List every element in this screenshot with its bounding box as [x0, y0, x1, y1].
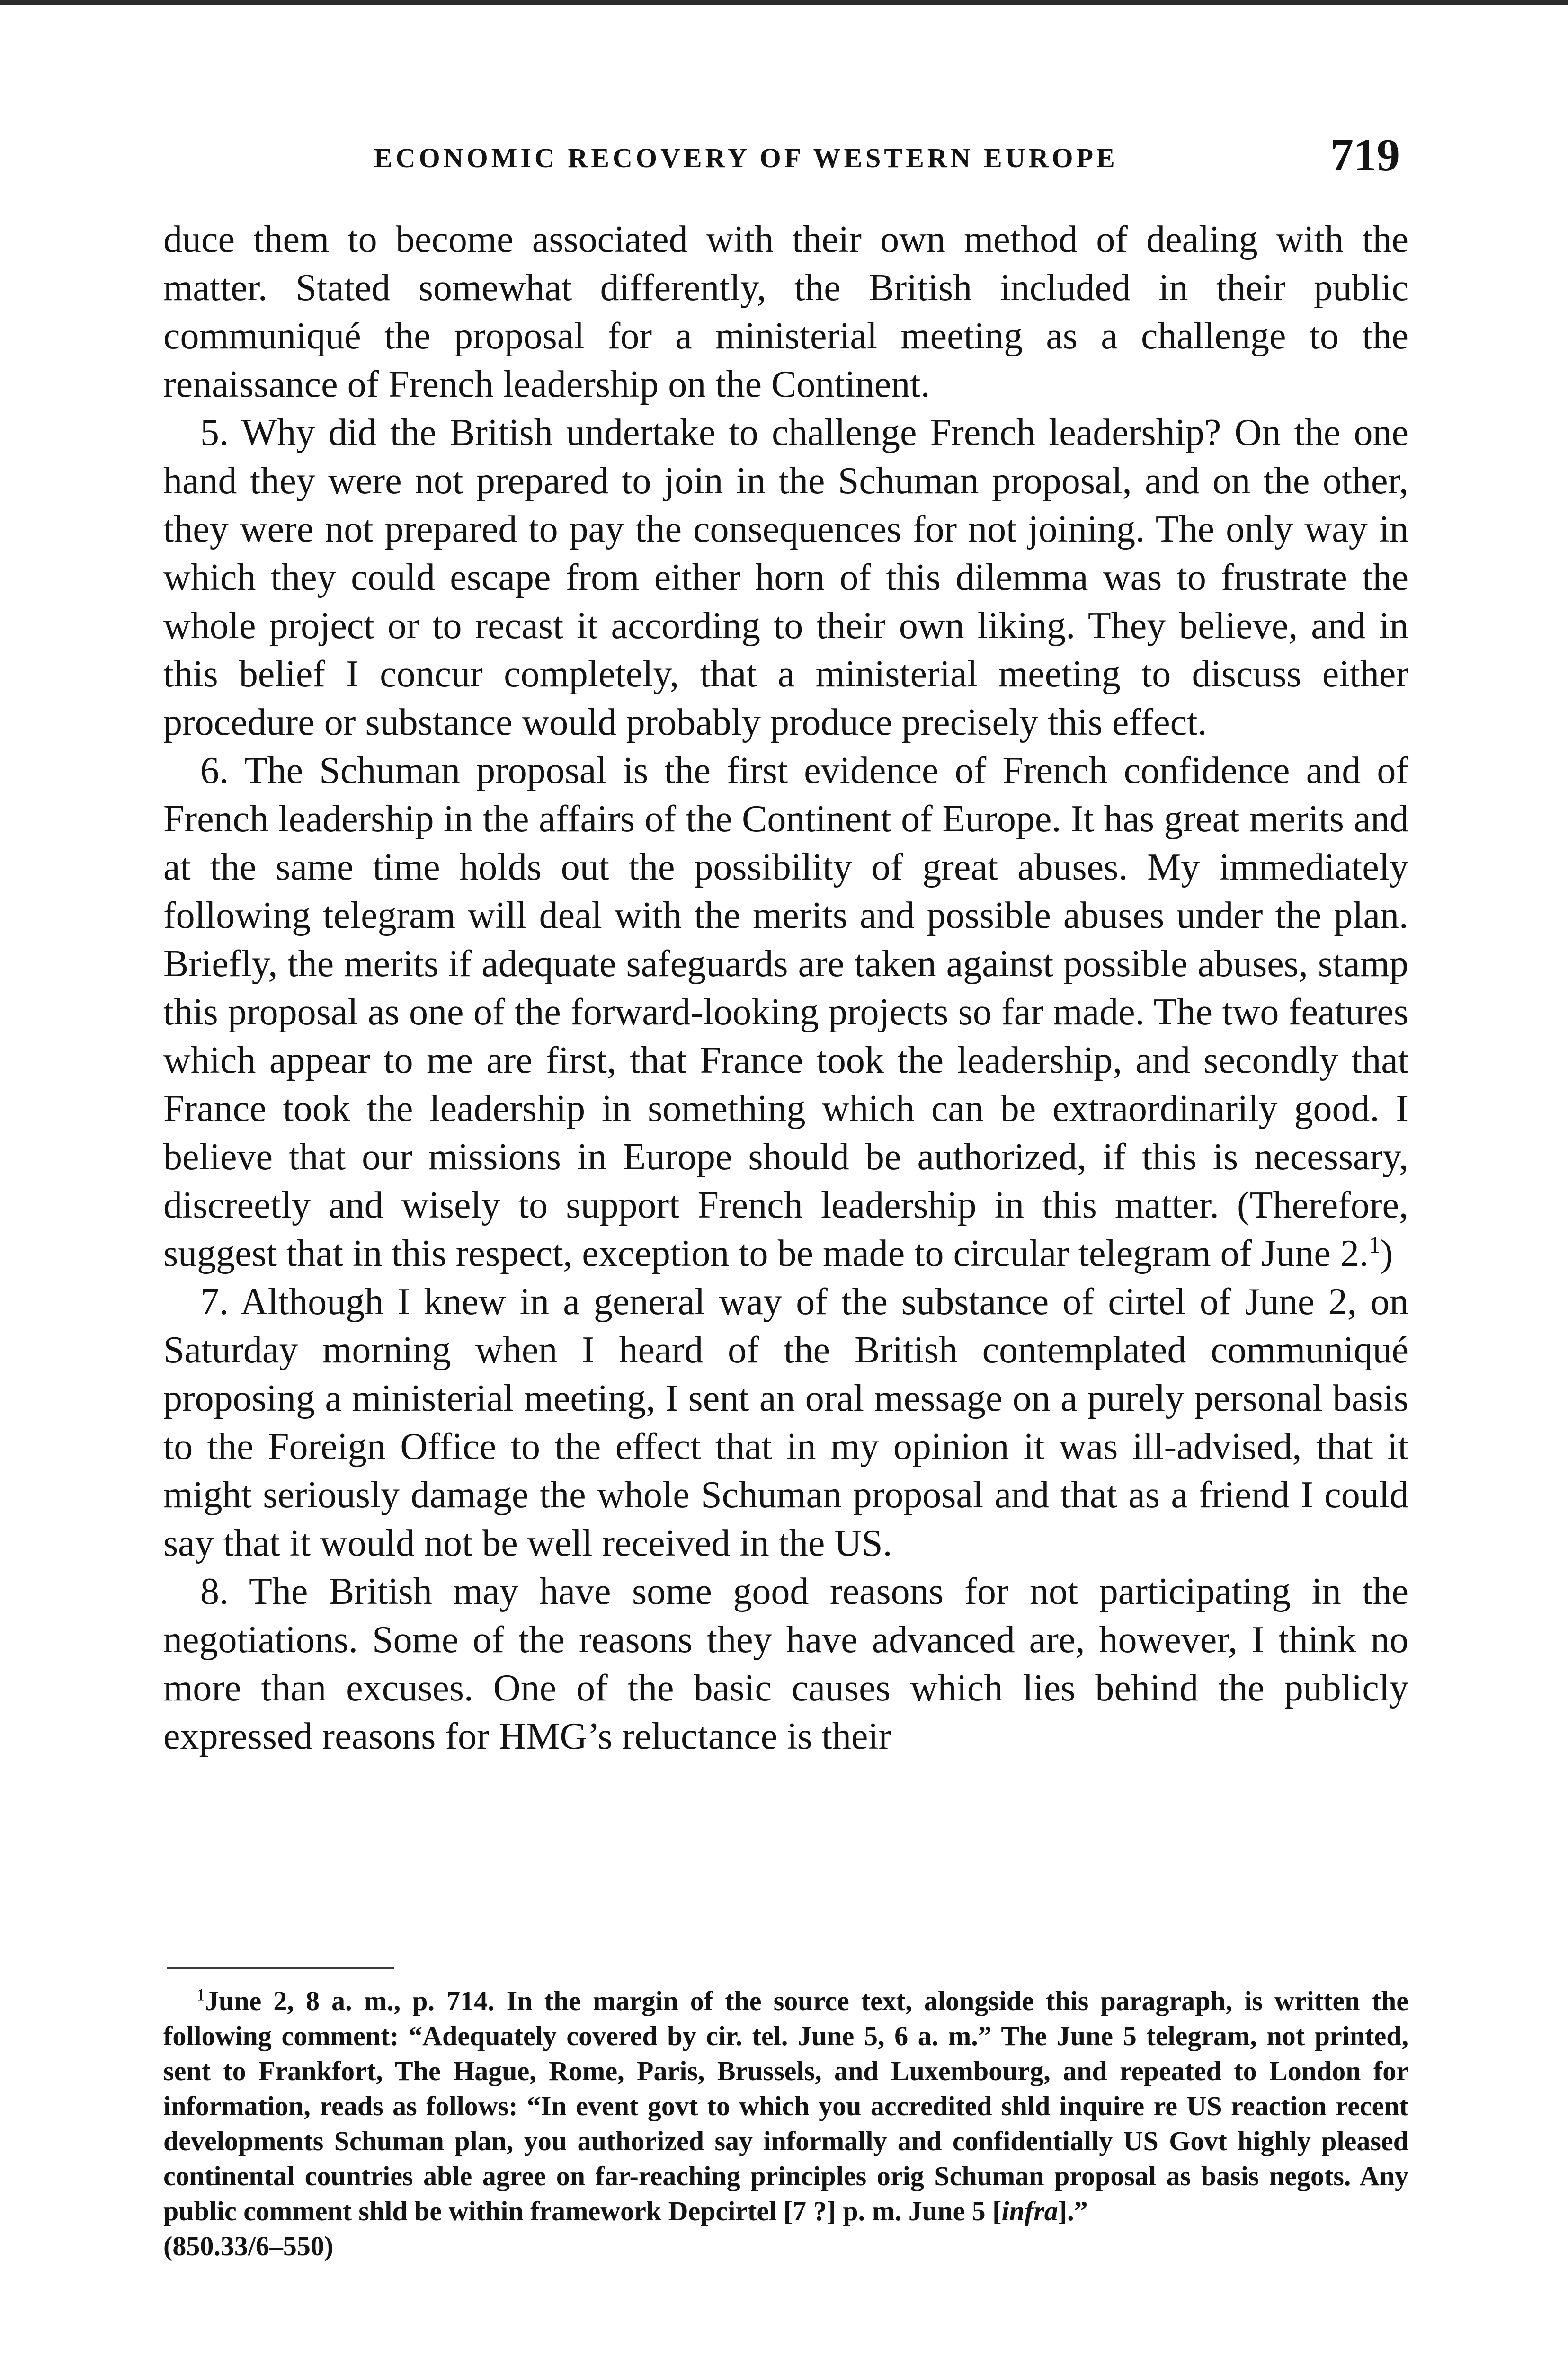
top-scan-border — [0, 0, 1568, 5]
paragraph-continuation: duce them to become associated with their own method of dealing with the matter. Stated somewhat differently, the British included in their public communiqué the proposal for a ministerial meeting as a challenge to the renaissance of French leadership on the Continent. — [163, 219, 1408, 405]
footnote-text: June 2, 8 a. m., p. 714. In the margin of the source text, alongside this paragraph, is written the following comment: “Adequately covered by cir. tel. June 5, 6 a. m.” The June 5 telegram, not printed, sent to Frankfort, The Hague, Rome, Paris, Brussels, and Luxembourg, and repeated to London for information, reads as follows: “In event govt to which you accredited shld inquire re US reaction recent developments Schuman plan, you authorized say informally and confidentially US Govt highly pleased continental countries able agree on far-reaching principles orig Schuman proposal as basis negots. Any public comment shld be within framework Depcirtel [7 ?] p. m. June 5 [ — [163, 1985, 1408, 2226]
paragraph-7: 7. Although I knew in a general way of the substance of cirtel of June 2, on Saturday morning when I heard of the British contemplated communiqué proposing a ministerial meeting, I sent an oral message on a purely personal basis to the Foreign Office to the effect that in my opinion it was ill-advised, that it might seriously damage the whole Schuman proposal and that as a friend I could say that it would not be well received in the US. — [163, 1281, 1408, 1564]
footnote-italic-infra: infra — [1001, 2196, 1058, 2226]
paragraph-6-closing: ) — [1380, 1233, 1393, 1274]
footnote-divider — [167, 1967, 394, 1969]
footnote-text-end: ].” — [1058, 2196, 1088, 2226]
paragraph-5: 5. Why did the British undertake to challenge French leadership? On the one hand they were not prepared to join in the Schuman proposal, and on the other, they were not prepared to pay the consequences for not joining. The only way in which they could escape from either horn of this dilemma was to frustrate the whole project or to recast it according to their own liking. They believe, and in this belief I concur completely, that a ministerial meeting to discuss either procedure or substance would probably produce precisely this effect. — [163, 412, 1408, 743]
footnote-marker: 1 — [196, 1985, 205, 2004]
page-number: 719 — [1330, 130, 1400, 181]
paragraph-6-text: 6. The Schuman proposal is the first evidence of French confidence and of French leadership in the affairs of the Continent of Europe. It has great merits and at the same time holds out the possibility of great abuses. My immediately following telegram will deal with the merits and possible abuses under the plan. Briefly, the merits if adequate safeguards are taken against possible abuses, stamp this proposal as one of the forward-looking projects so far made. The two features which appear to me are first, that France took the leadership, and secondly that France took the leadership in something which can be extraordinarily good. I believe that our missions in Europe should be authorized, if this is necessary, discreetly and wisely to support French leadership in this matter. (Therefore, suggest that in this respect, exception to be made to circular telegram of June 2. — [163, 750, 1408, 1274]
footnote-citation: (850.33/6–550) — [163, 2231, 334, 2261]
main-text — [163, 215, 1408, 1761]
running-title: ECONOMIC RECOVERY OF WESTERN EUROPE — [374, 142, 1118, 173]
footnote-reference-1[interactable]: 1 — [1368, 1232, 1381, 1258]
paragraph-8: 8. The British may have some good reasons for not participating in the negotiations. Some of the reasons they have advanced are, however, I think no more than excuses. One of the basic causes which lies behind the publicly expressed reasons for HMG’s reluctance is their — [163, 1571, 1408, 1757]
paragraph-6 — [163, 747, 1408, 1278]
footnote-1 — [163, 1984, 1408, 2264]
